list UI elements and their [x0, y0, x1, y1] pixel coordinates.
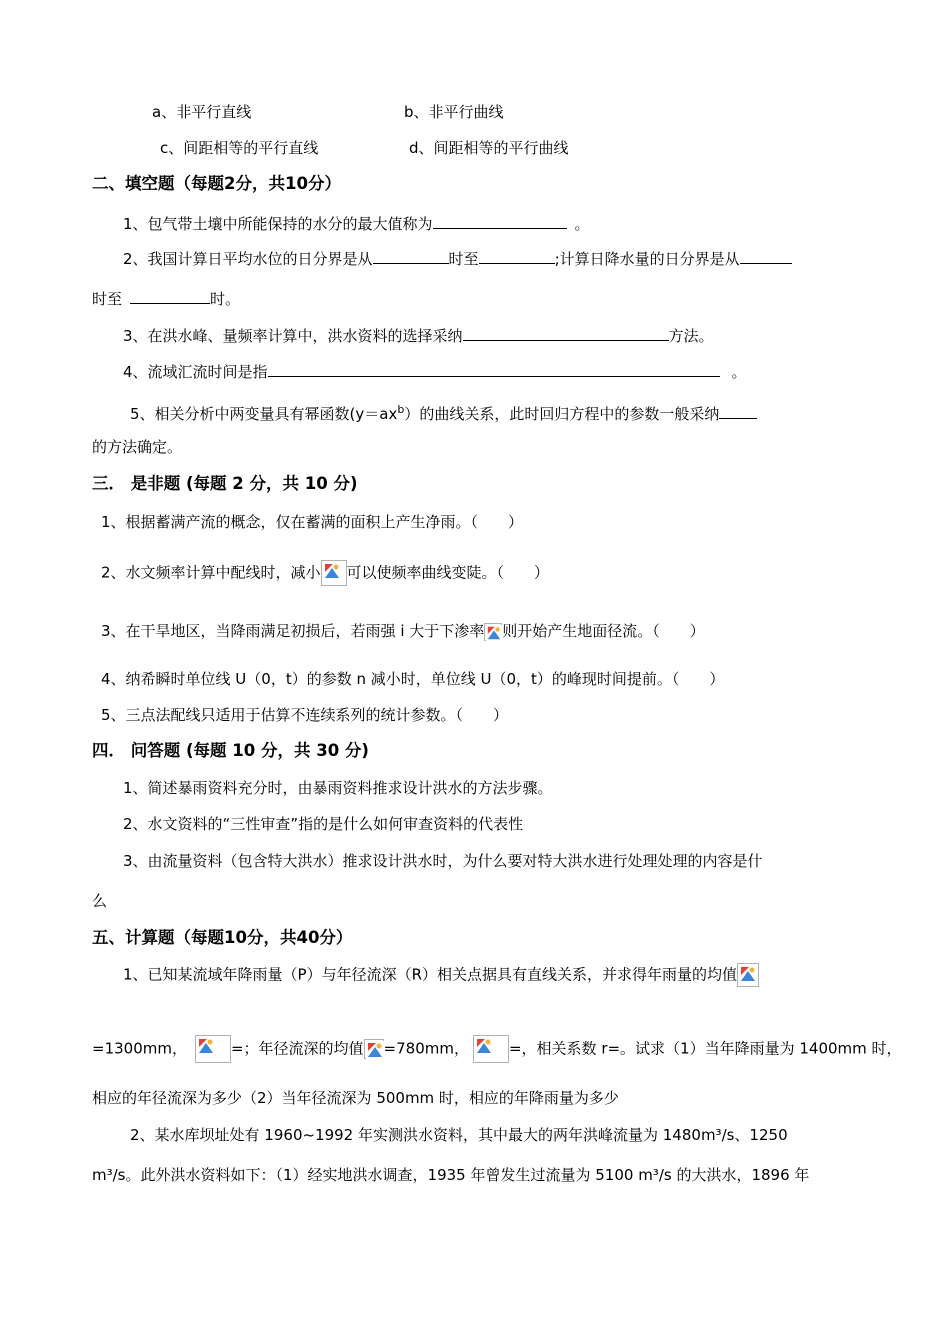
tf-q2-end: 可以使频率曲线变陡。（ ）: [346, 563, 550, 582]
fill-question-1: [123, 213, 590, 234]
section-heading-qa: 四． 问答题 (每题 10 分，共 30 分): [92, 741, 369, 760]
fill-q1-text: 1、包气带土壤中所能保持的水分的最大值称为: [123, 215, 433, 233]
answer-blank[interactable]: [433, 213, 567, 229]
answer-blank[interactable]: [719, 403, 757, 419]
fill-q2-end: 时。: [210, 290, 241, 308]
calc-question-1-line2: [92, 1035, 902, 1063]
calc-q1-mean-r: =780mm，: [383, 1039, 469, 1058]
fill-q1-end: 。: [574, 215, 590, 233]
tf-q3-end: 则开始产生地面径流。（ ）: [502, 622, 705, 640]
formula-image-icon: [364, 1039, 384, 1059]
calc-question-2-cont: m³/s。此外洪水资料如下：（1）经实地洪水调查，1935 年曾发生过流量为 5100 m³/s 的大洪水，1896 年: [92, 1166, 810, 1184]
section-heading-true-false: 三． 是非题 (每题 2 分，共 10 分): [92, 474, 358, 493]
tf-q2-text: 2、水文频率计算中配线时，减小: [101, 563, 321, 582]
answer-blank[interactable]: [130, 288, 210, 304]
fill-q2-text: 2、我国计算日平均水位的日分界是从: [123, 250, 373, 268]
tf-question-4: 4、纳希瞬时单位线 U（0，t）的参数 n 减小时，单位线 U（0，t）的峰现时间提前。（ ）: [101, 670, 725, 688]
calc-question-1-line3: 相应的年径流深为多少（2）当年径流深为 500mm 时，相应的年降雨量为多少: [92, 1089, 619, 1107]
fill-q2-to: 时至: [448, 250, 479, 268]
calc-question-1: [123, 963, 759, 987]
qa-question-2: 2、水文资料的“三性审查”指的是什么如何审查资料的代表性: [123, 815, 524, 833]
fill-q2-to2: 时至: [92, 290, 123, 308]
fill-q4-end: 。: [731, 363, 747, 381]
qa-question-3: 3、由流量资料（包含特大洪水）推求设计洪水时，为什么要对特大洪水进行处理处理的内容是什: [123, 852, 763, 870]
fill-q5-end: 的方法确定。: [92, 438, 183, 456]
fill-question-2: [123, 248, 792, 269]
fill-q3-text: 3、在洪水峰、量频率计算中，洪水资料的选择采纳: [123, 327, 463, 345]
fill-q5-text: 5、相关分析中两变量具有幂函数(y＝ax: [130, 405, 398, 423]
fill-question-5: [130, 400, 757, 424]
formula-image-icon: [473, 1035, 509, 1063]
answer-blank[interactable]: [268, 361, 720, 377]
answer-blank[interactable]: [373, 248, 449, 264]
option-b: b、非平行曲线: [404, 103, 504, 121]
option-c: c、间距相等的平行直线: [160, 139, 319, 157]
fill-q2-mid: ;计算日降水量的日分界是从: [554, 250, 740, 268]
fill-question-3: [123, 325, 714, 346]
fill-q3-end: 方法。: [668, 327, 714, 345]
tf-question-3: [101, 621, 705, 641]
formula-image-icon: [321, 560, 347, 586]
answer-blank[interactable]: [463, 325, 669, 341]
option-a: a、非平行直线: [152, 103, 252, 121]
calc-q1-rest: =，相关系数 r=。试求（1）当年降雨量为 1400mm 时，: [508, 1039, 902, 1058]
qa-question-1: 1、简述暴雨资料充分时，由暴雨资料推求设计洪水的方法步骤。: [123, 779, 553, 797]
section-heading-fill: 二、填空题（每题2分，共10分）: [92, 174, 341, 193]
calc-q1-text: 1、已知某流域年降雨量（P）与年径流深（R）相关点据具有直线关系，并求得年雨量的均值: [123, 965, 738, 984]
qa-question-3-cont: 么: [92, 892, 108, 910]
tf-question-2: [101, 560, 549, 586]
tf-q3-text: 3、在干旱地区，当降雨满足初损后，若雨强 i 大于下渗率: [101, 622, 485, 640]
formula-image-icon: [484, 623, 502, 641]
formula-image-icon: [195, 1035, 231, 1063]
fill-question-4: [123, 361, 747, 382]
fill-question-2-cont: [92, 288, 240, 309]
fill-q4-text: 4、流域汇流时间是指: [123, 363, 268, 381]
calc-q1-sigma-p: =；年径流深的均值: [230, 1039, 364, 1058]
exponent: b: [397, 403, 405, 416]
fill-q5-text-b: ）的曲线关系，此时回归方程中的参数一般采纳: [404, 405, 720, 423]
calc-q1-mean-p: =1300mm，: [92, 1039, 187, 1058]
answer-blank[interactable]: [740, 248, 792, 264]
calc-question-2: 2、某水库坝址处有 1960~1992 年实测洪水资料，其中最大的两年洪峰流量为 1480m³/s、1250: [130, 1126, 788, 1144]
option-d: d、间距相等的平行曲线: [409, 139, 569, 157]
tf-question-5: 5、三点法配线只适用于估算不连续系列的统计参数。（ ）: [101, 706, 509, 724]
formula-image-icon: [737, 963, 759, 987]
tf-question-1: 1、根据蓄满产流的概念，仅在蓄满的面积上产生净雨。（ ）: [101, 513, 524, 531]
section-heading-calc: 五、计算题（每题10分，共40分）: [92, 928, 353, 947]
answer-blank[interactable]: [479, 248, 555, 264]
